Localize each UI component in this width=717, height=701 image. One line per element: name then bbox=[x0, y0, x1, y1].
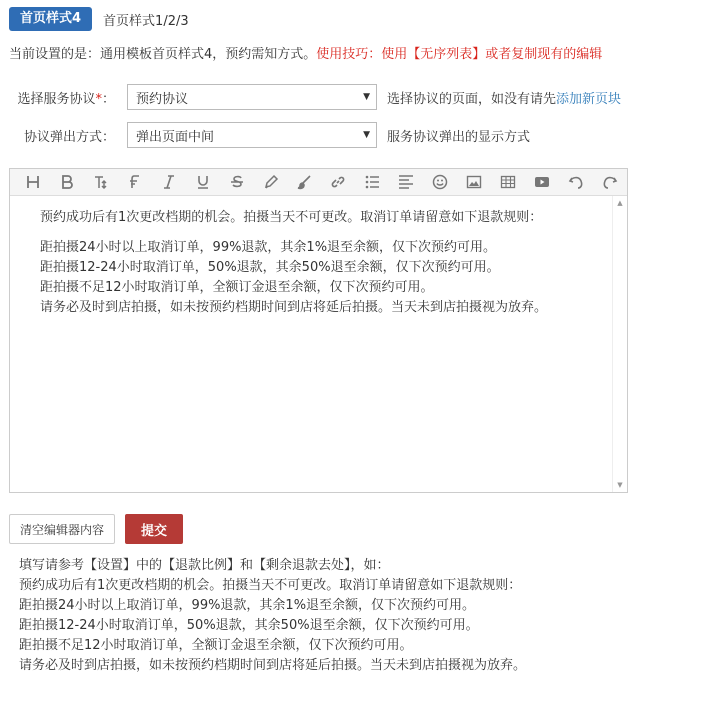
submit-button[interactable]: 提交 bbox=[125, 514, 183, 544]
help-line: 距拍摄12-24小时取消订单，50%退款，其余50%退至余额，仅下次预约可用。 bbox=[19, 618, 479, 633]
popup-row bbox=[0, 122, 530, 148]
current-setting-notice bbox=[9, 43, 602, 62]
editor-content[interactable] bbox=[10, 196, 613, 492]
image-icon[interactable] bbox=[457, 169, 491, 195]
scroll-up-icon[interactable]: ▲ bbox=[617, 199, 623, 207]
help-line: 距拍摄24小时以上取消订单，99%退款，其余1%退至余额，仅下次预约可用。 bbox=[19, 598, 476, 613]
tab-style4[interactable]: 首页样式4 bbox=[9, 7, 92, 31]
highlighter-icon[interactable] bbox=[254, 169, 288, 195]
editor-line: 距拍摄24小时以上取消订单，99%退款，其余1%退至余额，仅下次预约可用。 bbox=[40, 240, 497, 255]
protocol-select-value: 预约协议 bbox=[136, 91, 189, 107]
popup-label: 协议弹出方式： bbox=[23, 129, 115, 145]
italic-icon[interactable] bbox=[152, 169, 186, 195]
font-size-icon[interactable] bbox=[84, 169, 118, 195]
add-page-block-link[interactable]: 添加新页块 bbox=[556, 91, 622, 107]
editor-toolbar bbox=[10, 169, 627, 196]
strikethrough-icon[interactable] bbox=[220, 169, 254, 195]
popup-help: 服务协议弹出的显示方式 bbox=[387, 129, 531, 145]
emoji-icon[interactable] bbox=[423, 169, 457, 195]
editor-scrollbar[interactable] bbox=[612, 196, 627, 492]
bold-icon[interactable] bbox=[50, 169, 84, 195]
protocol-help: 选择协议的页面，如没有请先添加新页块 bbox=[387, 91, 622, 107]
popup-select-value: 弹出页面中间 bbox=[136, 129, 215, 145]
editor-line: 请务必及时到店拍摄，如未按预约档期时间到店将延后拍摄。当天未到店拍摄视为放弃。 bbox=[40, 300, 548, 315]
help-line: 请务必及时到店拍摄，如未按预约档期时间到店将延后拍摄。当天未到店拍摄视为放弃。 bbox=[19, 658, 527, 673]
popup-select[interactable] bbox=[127, 122, 377, 148]
underline-icon[interactable] bbox=[186, 169, 220, 195]
editor-line: 距拍摄不足12小时取消订单，全额订金退至余额，仅下次预约可用。 bbox=[40, 280, 434, 295]
help-text bbox=[19, 556, 526, 676]
protocol-label: 选择服务协议*： bbox=[17, 91, 115, 107]
style-tabs bbox=[9, 7, 189, 31]
redo-icon[interactable] bbox=[593, 169, 627, 195]
unordered-list-icon[interactable] bbox=[355, 169, 389, 195]
font-family-icon[interactable] bbox=[118, 169, 152, 195]
brush-icon[interactable] bbox=[288, 169, 322, 195]
chevron-down-icon: ▼ bbox=[363, 130, 370, 140]
undo-icon[interactable] bbox=[559, 169, 593, 195]
align-icon[interactable] bbox=[389, 169, 423, 195]
editor-line: 距拍摄12-24小时取消订单，50%退款，其余50%退至余额，仅下次预约可用。 bbox=[40, 260, 500, 275]
tab-style123[interactable]: 首页样式1/2/3 bbox=[103, 13, 189, 29]
rich-text-editor bbox=[9, 168, 628, 493]
clear-editor-button[interactable]: 清空编辑器内容 bbox=[9, 514, 115, 544]
editor-line: 预约成功后有1次更改档期的机会。拍摄当天不可更改。取消订单请留意如下退款规则： bbox=[40, 210, 543, 225]
chevron-down-icon: ▼ bbox=[363, 92, 370, 102]
table-icon[interactable] bbox=[491, 169, 525, 195]
help-line: 距拍摄不足12小时取消订单，全额订金退至余额，仅下次预约可用。 bbox=[19, 638, 413, 653]
heading-icon[interactable] bbox=[16, 169, 50, 195]
protocol-row bbox=[0, 84, 621, 110]
help-line: 填写请参考【设置】中的【退款比例】和【剩余退款去处】，如： bbox=[19, 558, 390, 573]
usage-tip: 使用技巧：使用【无序列表】或者复制现有的编辑 bbox=[316, 47, 603, 62]
required-mark: * bbox=[95, 91, 102, 107]
scroll-down-icon[interactable]: ▼ bbox=[617, 481, 623, 489]
link-icon[interactable] bbox=[321, 169, 355, 195]
help-line: 预约成功后有1次更改档期的机会。拍摄当天不可更改。取消订单请留意如下退款规则： bbox=[19, 578, 522, 593]
protocol-select[interactable] bbox=[127, 84, 377, 110]
video-icon[interactable] bbox=[525, 169, 559, 195]
notice-text: 当前设置的是：通用模板首页样式4，预约需知方式。 bbox=[9, 47, 317, 62]
